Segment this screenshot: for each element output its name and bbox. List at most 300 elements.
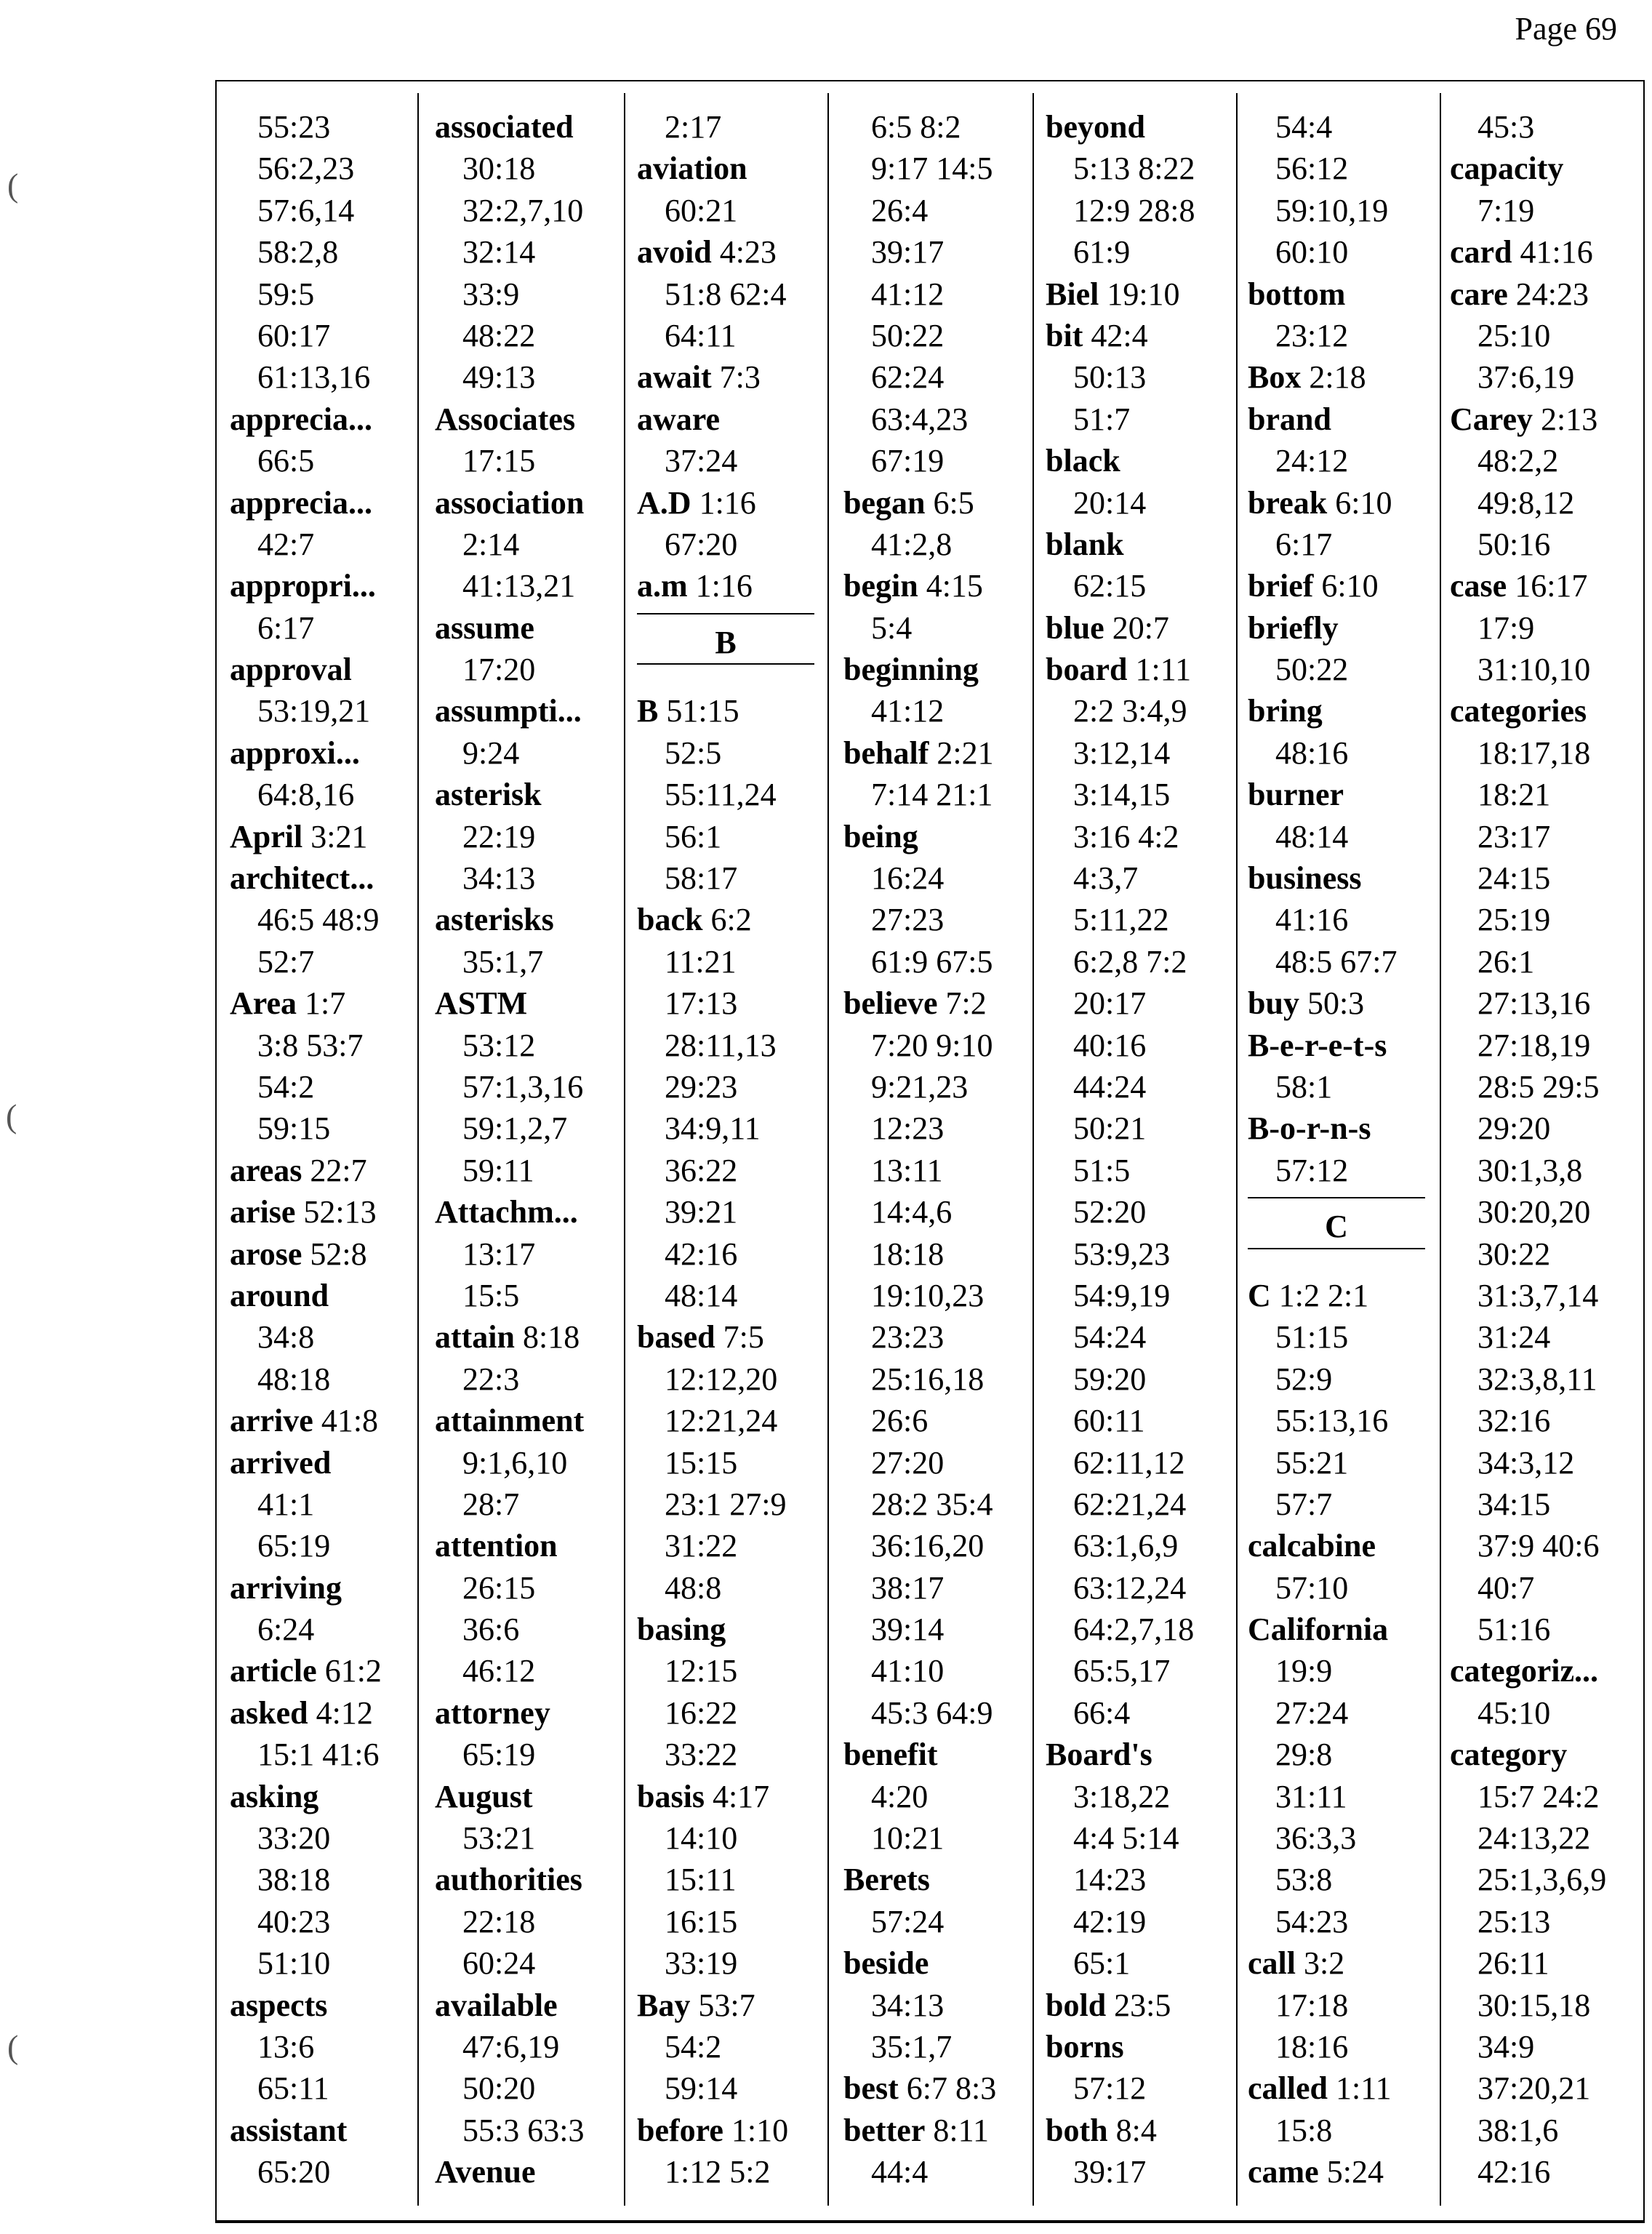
- page-reference-line: 26:4: [871, 192, 929, 228]
- index-entry: [637, 1316, 814, 1358]
- page-reference-line: 18:21: [1477, 777, 1551, 813]
- heading-rule: [637, 613, 814, 614]
- index-term: capacity: [1450, 151, 1564, 187]
- index-entry: [843, 649, 1030, 690]
- page-reference: 1:16: [687, 568, 753, 604]
- index-term: blank: [1046, 526, 1124, 562]
- index-term: calcabine: [1248, 1528, 1376, 1564]
- page-reference-line: 4:4 5:14: [1073, 1820, 1179, 1857]
- index-entry: [230, 482, 412, 524]
- page-reference-line: 32:3,8,11: [1477, 1361, 1597, 1397]
- index-entry: [1450, 1734, 1640, 1775]
- page-reference-line: 57:12: [1275, 1152, 1349, 1188]
- page-reference-line: 54:23: [1275, 1903, 1349, 1939]
- page-reference-line: 53:8: [1275, 1862, 1333, 1898]
- page-reference-line: 17:15: [462, 443, 536, 479]
- index-term: a.m: [637, 568, 688, 604]
- page-reference-line: 14:23: [1073, 1862, 1147, 1898]
- index-entry: [1248, 1609, 1425, 1650]
- page-reference-line: 59:14: [665, 2070, 738, 2107]
- index-term: areas: [230, 1152, 302, 1188]
- letter-heading-text: B: [637, 622, 814, 665]
- page-reference-line: 39:21: [665, 1194, 738, 1230]
- page-reference: 6:10: [1313, 568, 1379, 604]
- page-reference-line: 32:2,7,10: [462, 192, 584, 228]
- index-term: board: [1046, 652, 1128, 688]
- index-entry: [435, 774, 621, 815]
- page-reference-line: 59:10,19: [1275, 192, 1389, 228]
- page-reference: 8:11: [925, 2112, 989, 2148]
- index-entry: [435, 1776, 621, 1817]
- page-reference: 41:8: [313, 1403, 379, 1439]
- page-reference-line: 10:21: [871, 1820, 945, 1857]
- index-entry: [1248, 399, 1425, 440]
- page-reference-line: 13:11: [871, 1152, 943, 1188]
- page-reference-line: 65:19: [257, 1528, 331, 1564]
- page-reference-line: 27:24: [1275, 1694, 1349, 1731]
- page-reference-line: 31:22: [665, 1528, 738, 1564]
- page-reference-line: 13:6: [257, 2028, 315, 2065]
- index-term: asking: [230, 1778, 319, 1814]
- index-term: architect...: [230, 860, 374, 897]
- page-reference-line: 20:14: [1073, 484, 1147, 521]
- index-entry: [843, 565, 1030, 606]
- index-entry: [1248, 273, 1425, 315]
- index-column-2: [435, 106, 621, 2193]
- index-term: black: [1046, 443, 1120, 479]
- page-reference-line: 64:11: [665, 317, 737, 353]
- page-reference-line: 23:23: [871, 1319, 945, 1356]
- page-reference-line: 48:16: [1275, 734, 1349, 771]
- page-reference-line: 26:15: [462, 1569, 536, 1606]
- letter-heading: [1248, 1191, 1425, 1275]
- page-reference-line: 20:17: [1073, 985, 1147, 1022]
- page-reference-line: 60:11: [1073, 1403, 1145, 1439]
- page-reference-line: 42:16: [665, 1236, 738, 1272]
- page-reference-line: 32:16: [1477, 1403, 1551, 1439]
- index-term: burner: [1248, 777, 1344, 813]
- index-entry: [230, 1650, 412, 1691]
- index-term: basis: [637, 1778, 705, 1814]
- index-column-3: [637, 106, 814, 2193]
- page-reference: 20:7: [1104, 609, 1169, 646]
- page-reference-line: 56:12: [1275, 151, 1349, 187]
- index-entry: [637, 899, 814, 940]
- index-entry: [230, 732, 412, 774]
- page-reference-line: 33:19: [665, 1945, 738, 1982]
- column-divider: [827, 93, 829, 2206]
- index-entry: [1046, 1985, 1235, 2026]
- page-reference-line: 34:13: [871, 1987, 945, 2023]
- page-reference-line: 41:2,8: [871, 526, 953, 562]
- index-term: apprecia...: [230, 484, 372, 521]
- page-reference-line: 24:13,22: [1477, 1820, 1591, 1857]
- page-reference-line: 34:13: [462, 860, 536, 897]
- index-entry: [843, 2110, 1030, 2151]
- index-term: both: [1046, 2112, 1108, 2148]
- page-reference-line: 15:8: [1275, 2112, 1333, 2148]
- page-reference-line: 38:18: [257, 1862, 331, 1898]
- index-term: best: [843, 2070, 899, 2107]
- page-reference-line: 29:8: [1275, 1737, 1333, 1773]
- index-term: call: [1248, 1945, 1296, 1982]
- page-reference-line: 59:1,2,7: [462, 1110, 568, 1147]
- index-entry: [230, 1191, 412, 1233]
- page-reference-line: 45:10: [1477, 1694, 1551, 1731]
- page-reference-line: 44:4: [871, 2154, 929, 2190]
- index-term: aviation: [637, 151, 747, 187]
- index-entry: [1248, 774, 1425, 815]
- page-reference-line: 50:21: [1073, 1110, 1147, 1147]
- index-term: Carey: [1450, 401, 1533, 437]
- index-entry: [230, 649, 412, 690]
- index-entry: [230, 1400, 412, 1441]
- page-reference-line: 48:18: [257, 1361, 331, 1397]
- index-entry: [435, 607, 621, 649]
- page-reference-line: 55:3 63:3: [462, 2112, 585, 2148]
- index-entry: [1046, 1734, 1235, 1775]
- page-reference-line: 6:24: [257, 1612, 315, 1648]
- page-reference-line: 17:13: [665, 985, 738, 1022]
- page-reference-line: 28:11,13: [665, 1027, 777, 1063]
- index-entry: [435, 1692, 621, 1734]
- page-reference-line: 67:19: [871, 443, 945, 479]
- page-reference-line: 30:22: [1477, 1236, 1551, 1272]
- page-reference-line: 62:15: [1073, 568, 1147, 604]
- page-reference-line: 57:6,14: [257, 192, 355, 228]
- margin-mark: (: [7, 167, 19, 204]
- page-reference-line: 2:2 3:4,9: [1073, 693, 1187, 729]
- index-term: Berets: [843, 1862, 930, 1898]
- index-term: back: [637, 902, 703, 938]
- index-term: aspects: [230, 1987, 328, 2023]
- page-reference-line: 38:17: [871, 1569, 945, 1606]
- page-reference-line: 9:1,6,10: [462, 1444, 568, 1481]
- index-term: arose: [230, 1236, 302, 1272]
- page-reference-line: 59:11: [462, 1152, 534, 1188]
- index-term: begin: [843, 568, 918, 604]
- page-reference-line: 6:17: [257, 609, 315, 646]
- index-term: bit: [1046, 317, 1083, 353]
- page-reference-line: 51:16: [1477, 1612, 1551, 1648]
- index-term: blue: [1046, 609, 1104, 646]
- page-reference-line: 54:9,19: [1073, 1277, 1171, 1313]
- page-reference-line: 52:9: [1275, 1361, 1333, 1397]
- index-term: available: [435, 1987, 558, 2023]
- page-reference-line: 64:8,16: [257, 777, 355, 813]
- page-reference-line: 34:3,12: [1477, 1444, 1575, 1481]
- page-reference-line: 59:20: [1073, 1361, 1147, 1397]
- index-term: before: [637, 2112, 723, 2148]
- index-entry: [843, 1734, 1030, 1775]
- page-reference-line: 65:19: [462, 1737, 536, 1773]
- index-entry: [843, 732, 1030, 774]
- page-reference-line: 35:1,7: [871, 2028, 953, 2065]
- index-entry: [230, 565, 412, 606]
- index-entry: [637, 148, 814, 189]
- index-entry: [1046, 524, 1235, 565]
- index-term: business: [1248, 860, 1362, 897]
- page-reference: 51:15: [658, 693, 739, 729]
- index-term: attain: [435, 1319, 515, 1356]
- page-reference-line: 23:17: [1477, 818, 1551, 854]
- page-reference-line: 39:17: [871, 234, 945, 271]
- page-reference-line: 29:23: [665, 1069, 738, 1105]
- page-reference: 23:5: [1106, 1987, 1171, 2023]
- page-reference-line: 14:10: [665, 1820, 738, 1857]
- page-reference-line: 50:22: [1275, 652, 1349, 688]
- index-term: Associates: [435, 401, 576, 437]
- index-entry: [1450, 273, 1640, 315]
- column-divider: [1032, 93, 1034, 2206]
- index-entry: [1450, 231, 1640, 273]
- index-term: A.D: [637, 484, 691, 521]
- page-reference-line: 58:17: [665, 860, 738, 897]
- page-reference-line: 36:6: [462, 1612, 520, 1648]
- page-reference-line: 27:13,16: [1477, 985, 1591, 1022]
- index-entry: [637, 1609, 814, 1650]
- page-reference-line: 30:15,18: [1477, 1987, 1591, 2023]
- page-reference: 4:15: [918, 568, 983, 604]
- page-reference-line: 48:5 67:7: [1275, 943, 1398, 980]
- page-reference-line: 16:24: [871, 860, 945, 897]
- page-reference: 22:7: [302, 1152, 367, 1188]
- page-reference-line: 52:20: [1073, 1194, 1147, 1230]
- page-reference-line: 60:24: [462, 1945, 536, 1982]
- page-reference-line: 18:16: [1275, 2028, 1349, 2065]
- index-entry: [1046, 607, 1235, 649]
- page-reference-line: 9:21,23: [871, 1068, 969, 1105]
- page-reference-line: 44:24: [1073, 1068, 1147, 1105]
- index-entry: [637, 231, 814, 273]
- index-entry: [843, 1942, 1030, 1984]
- page-reference-line: 40:23: [257, 1903, 331, 1939]
- index-entry: [1046, 2026, 1235, 2067]
- index-entry: [1248, 1275, 1425, 1316]
- index-column-7: [1450, 106, 1640, 2193]
- index-term: case: [1450, 568, 1507, 604]
- index-entry: [637, 2110, 814, 2151]
- page-reference-line: 24:15: [1477, 860, 1551, 897]
- index-entry: [435, 690, 621, 732]
- letter-heading: [637, 607, 814, 691]
- index-entry: [435, 482, 621, 524]
- index-entry: [843, 2067, 1030, 2109]
- page-reference-line: 60:10: [1275, 234, 1349, 271]
- page-reference-line: 19:9: [1275, 1653, 1333, 1689]
- index-term: assume: [435, 609, 534, 646]
- index-entry: [637, 1985, 814, 2026]
- page-reference-line: 48:14: [1275, 818, 1349, 854]
- page-reference-line: 61:9 67:5: [871, 943, 993, 980]
- page-reference-line: 33:9: [462, 276, 520, 312]
- index-term: B: [637, 693, 659, 729]
- index-term: care: [1450, 276, 1508, 312]
- page-reference-line: 49:13: [462, 359, 536, 396]
- index-term: April: [230, 818, 303, 854]
- index-term: categories: [1450, 693, 1587, 729]
- index-entry: [637, 1776, 814, 1817]
- index-entry: [435, 106, 621, 148]
- index-term: beginning: [843, 652, 979, 688]
- page-reference: 1:16: [691, 484, 756, 521]
- page-reference-line: 55:21: [1275, 1444, 1349, 1481]
- index-entry: [1248, 690, 1425, 732]
- page-reference-line: 31:24: [1477, 1319, 1551, 1356]
- page-reference-line: 33:20: [257, 1820, 331, 1857]
- page-reference-line: 3:12,14: [1073, 734, 1171, 771]
- index-entry: [435, 899, 621, 940]
- page-reference: 52:13: [295, 1194, 377, 1230]
- index-entry: [843, 816, 1030, 857]
- page-reference-line: 25:13: [1477, 1903, 1551, 1939]
- page-reference-line: 36:3,3: [1275, 1820, 1357, 1857]
- page-reference-line: 17:20: [462, 652, 536, 688]
- index-entry: [1248, 982, 1425, 1024]
- page-reference-line: 45:3: [1477, 109, 1535, 145]
- index-term: categoriz...: [1450, 1653, 1598, 1689]
- page-reference-line: 11:21: [665, 943, 737, 980]
- page-reference-line: 5:13 8:22: [1073, 151, 1195, 187]
- page-reference-line: 4:3,7: [1073, 860, 1139, 897]
- index-entry: [1046, 106, 1235, 148]
- page-reference-line: 12:12,20: [665, 1361, 778, 1397]
- page-reference-line: 25:16,18: [871, 1361, 985, 1397]
- page-reference-line: 3:14,15: [1073, 777, 1171, 813]
- page-reference-line: 25:10: [1477, 317, 1551, 353]
- index-term: arriving: [230, 1569, 342, 1606]
- index-entry: [230, 982, 412, 1024]
- page-reference-line: 16:15: [665, 1903, 738, 1939]
- index-entry: [1046, 2110, 1235, 2151]
- index-entry: [435, 1316, 621, 1358]
- page-reference-line: 37:6,19: [1477, 359, 1575, 396]
- page-reference-line: 66:4: [1073, 1694, 1131, 1731]
- page-reference-line: 18:18: [871, 1236, 945, 1272]
- page-reference-line: 3:18,22: [1073, 1778, 1171, 1814]
- index-entry: [230, 1692, 412, 1734]
- index-entry: [230, 816, 412, 857]
- page-reference-line: 51:10: [257, 1945, 331, 1982]
- index-entry: [1248, 607, 1425, 649]
- index-term: beside: [843, 1945, 929, 1982]
- page-reference-line: 7:20 9:10: [871, 1027, 993, 1063]
- index-term: arise: [230, 1194, 296, 1230]
- page-reference-line: 57:10: [1275, 1569, 1349, 1606]
- page-reference-line: 41:16: [1275, 902, 1349, 938]
- page-reference-line: 41:13,21: [462, 568, 576, 604]
- page-reference-line: 49:8,12: [1477, 484, 1575, 521]
- page-reference: 1:10: [723, 2112, 789, 2148]
- page-reference-line: 9:17 14:5: [871, 151, 993, 187]
- index-term: authorities: [435, 1862, 582, 1898]
- page-reference-line: 63:1,6,9: [1073, 1528, 1179, 1564]
- page-reference-line: 48:2,2: [1477, 443, 1559, 479]
- page-reference-line: 53:21: [462, 1820, 536, 1857]
- index-entry: [1450, 148, 1640, 189]
- page-reference: 3:2: [1295, 1945, 1345, 1982]
- index-entry: [1450, 690, 1640, 732]
- page-number: Page 69: [1515, 11, 1617, 47]
- index-column-5: [1046, 106, 1235, 2193]
- index-entry: [435, 399, 621, 440]
- page-reference-line: 26:6: [871, 1403, 929, 1439]
- page-reference-line: 62:11,12: [1073, 1444, 1185, 1481]
- page-reference-line: 29:20: [1477, 1110, 1551, 1147]
- index-term: being: [843, 818, 918, 854]
- index-term: attention: [435, 1528, 558, 1564]
- index-entry: [1248, 2151, 1425, 2193]
- index-entry: [230, 857, 412, 899]
- page-reference-line: 2:17: [665, 109, 722, 145]
- page-reference-line: 55:23: [257, 109, 331, 145]
- page-reference-line: 34:9,11: [665, 1110, 761, 1147]
- index-term: California: [1248, 1612, 1389, 1648]
- index-term: category: [1450, 1737, 1568, 1773]
- index-entry: [1046, 649, 1235, 690]
- index-term: attorney: [435, 1694, 550, 1731]
- page-reference-line: 22:18: [462, 1903, 536, 1939]
- page-reference-line: 58:1: [1275, 1068, 1333, 1105]
- page-reference-line: 13:17: [462, 1236, 536, 1272]
- page-reference-line: 36:22: [665, 1152, 738, 1188]
- index-term: bold: [1046, 1987, 1107, 2023]
- index-entry: [230, 1233, 412, 1275]
- index-entry: [1248, 1942, 1425, 1984]
- column-divider: [417, 93, 419, 2206]
- page-reference: 53:7: [690, 1987, 755, 2023]
- index-term: Box: [1248, 359, 1302, 396]
- page-reference-line: 61:13,16: [257, 359, 371, 396]
- page-reference: 3:21: [302, 818, 368, 854]
- page-reference-line: 37:24: [665, 443, 738, 479]
- page-reference-line: 15:5: [462, 1277, 520, 1313]
- index-term: article: [230, 1653, 317, 1689]
- index-entry: [435, 1525, 621, 1566]
- page-reference-line: 51:5: [1073, 1152, 1131, 1188]
- page-reference-line: 25:1,3,6,9: [1477, 1862, 1607, 1898]
- index-term: await: [637, 359, 712, 396]
- index-term: appropri...: [230, 568, 376, 604]
- page-reference: 50:3: [1299, 985, 1365, 1022]
- page-reference-line: 6:5 8:2: [871, 109, 961, 145]
- page-reference-line: 57:1,3,16: [462, 1068, 584, 1105]
- index-entry: [435, 1400, 621, 1441]
- page-reference-line: 50:13: [1073, 359, 1147, 396]
- index-term: brand: [1248, 401, 1331, 437]
- index-term: bring: [1248, 693, 1323, 729]
- page-reference-line: 40:7: [1477, 1569, 1535, 1606]
- page-reference-line: 15:7 24:2: [1477, 1778, 1600, 1814]
- index-term: beyond: [1046, 109, 1145, 145]
- page-reference-line: 51:15: [1275, 1319, 1349, 1356]
- index-entry: [843, 482, 1030, 524]
- page-reference-line: 55:11,24: [665, 777, 777, 813]
- page-reference: 42:4: [1083, 317, 1148, 353]
- page-reference-line: 53:12: [462, 1027, 536, 1063]
- page-reference: 8:4: [1107, 2112, 1157, 2148]
- page-reference-line: 41:12: [871, 693, 945, 729]
- page-reference: 61:2: [316, 1653, 382, 1689]
- index-entry: [1248, 565, 1425, 606]
- page-reference: 7:3: [711, 359, 761, 396]
- page-reference-line: 54:24: [1073, 1319, 1147, 1356]
- page-reference-line: 27:23: [871, 902, 945, 938]
- margin-mark: (: [7, 2028, 19, 2065]
- index-entry: [230, 399, 412, 440]
- index-term: brief: [1248, 568, 1314, 604]
- page-reference: 1:11: [1327, 2070, 1392, 2107]
